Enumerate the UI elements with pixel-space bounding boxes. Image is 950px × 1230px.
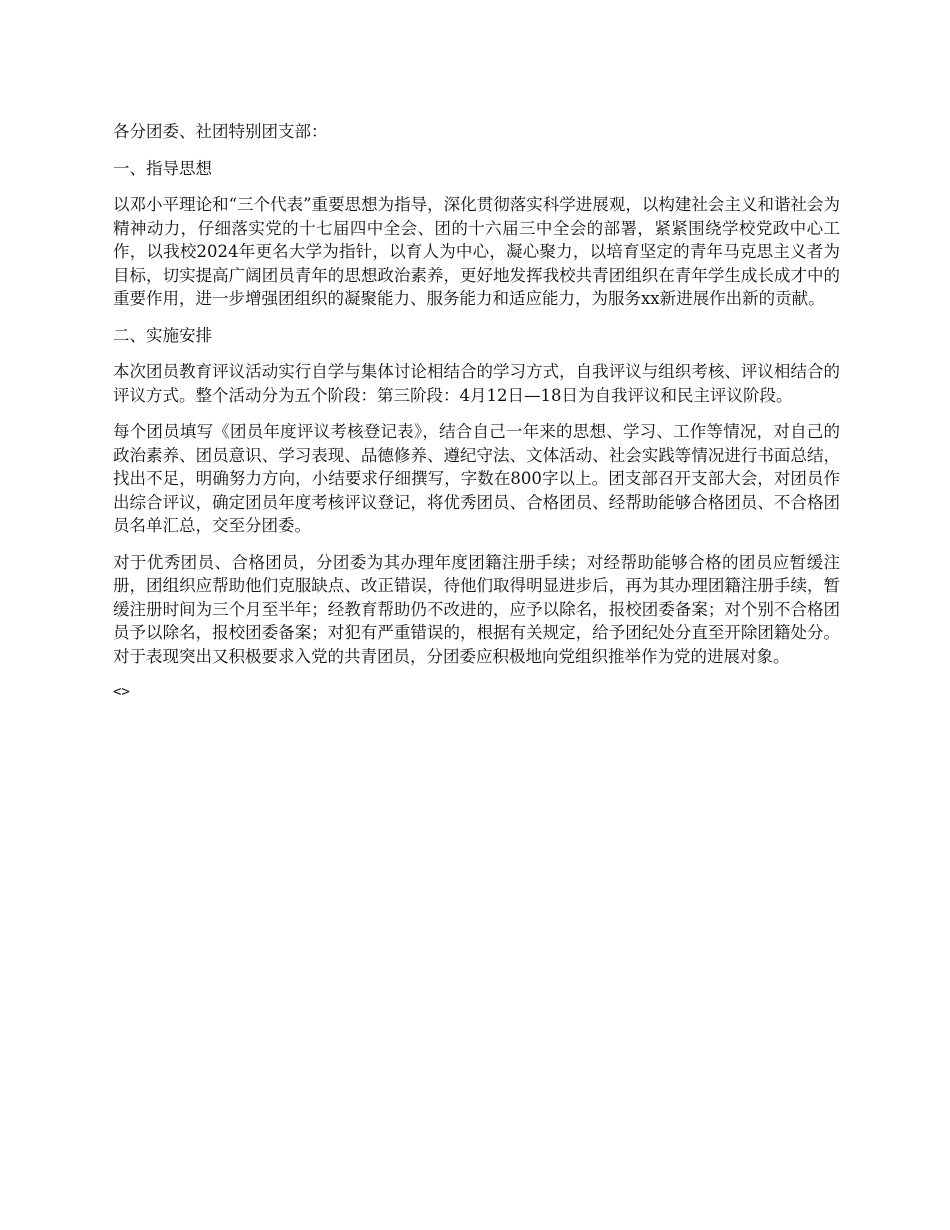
section-heading-implementation: 二、实施安排 <box>113 325 212 345</box>
document-body <box>113 120 840 705</box>
section-heading-guiding-ideology: 一、指导思想 <box>113 158 212 178</box>
salutation: 各分团委、社团特别团支部： <box>113 122 328 141</box>
paragraph-implementation-1: 本次团员教育评议活动实行自学与集体讨论相结合的学习方式，自我评议与组织考核、评议相结合的评议方式。整个活动分为五个阶段：第三阶段：4月12日—18日为自我评议和民主评议阶段。 <box>113 362 840 405</box>
tail-mark: <> <box>113 684 130 700</box>
paragraph-implementation-3: 对于优秀团员、合格团员，分团委为其办理年度团籍注册手续；对经帮助能够合格的团员应暂缓注册，团组织应帮助他们克服缺点、改正错误，待他们取得明显进步后，再为其办理团籍注册手续，暂缓注册时间为三个月至半年；经教育帮助仍不改进的，应予以除名，报校团委备案；对个别不合格团员予以除名，报校团委备案；对犯有严重错误的，根据有关规定，给予团纪处分直至开除团籍处分。对于表现突出又积极要求入党的共青团员，分团委应积极地向党组织推举作为党的进展对象。 <box>113 552 840 666</box>
paragraph-implementation-2: 每个团员填写《团员年度评议考核登记表》，结合自己一年来的思想、学习、工作等情况，对自己的政治素养、团员意识、学习表现、品德修养、遵纪守法、文体活动、社会实践等情况进行书面总结，找出不足，明确努力方向，小结要求仔细撰写，字数在800字以上。团支部召开支部大会，对团员作出综合评议，确定团员年度考核评议登记，将优秀团员、合格团员、经帮助能够合格团员、不合格团员名单汇总，交至分团委。 <box>113 422 840 535</box>
paragraph-guiding-ideology: 以邓小平理论和“三个代表”重要思想为指导，深化贯彻落实科学进展观，以构建社会主义和谐社会为精神动力，仔细落实党的十七届四中全会、团的十六届三中全会的部署，紧紧围绕学校党政中心工作，以我校2024年更名大学为指针，以育人为中心，凝心聚力，以培育坚定的青年马克思主义者为目标，切实提高广阔团员青年的思想政治素养，更好地发挥我校共青团组织在青年学生成长成才中的重要作用，进一步增强团组织的凝聚能力、服务能力和适应能力，为服务xx新进展作出新的贡献。 <box>113 195 840 308</box>
